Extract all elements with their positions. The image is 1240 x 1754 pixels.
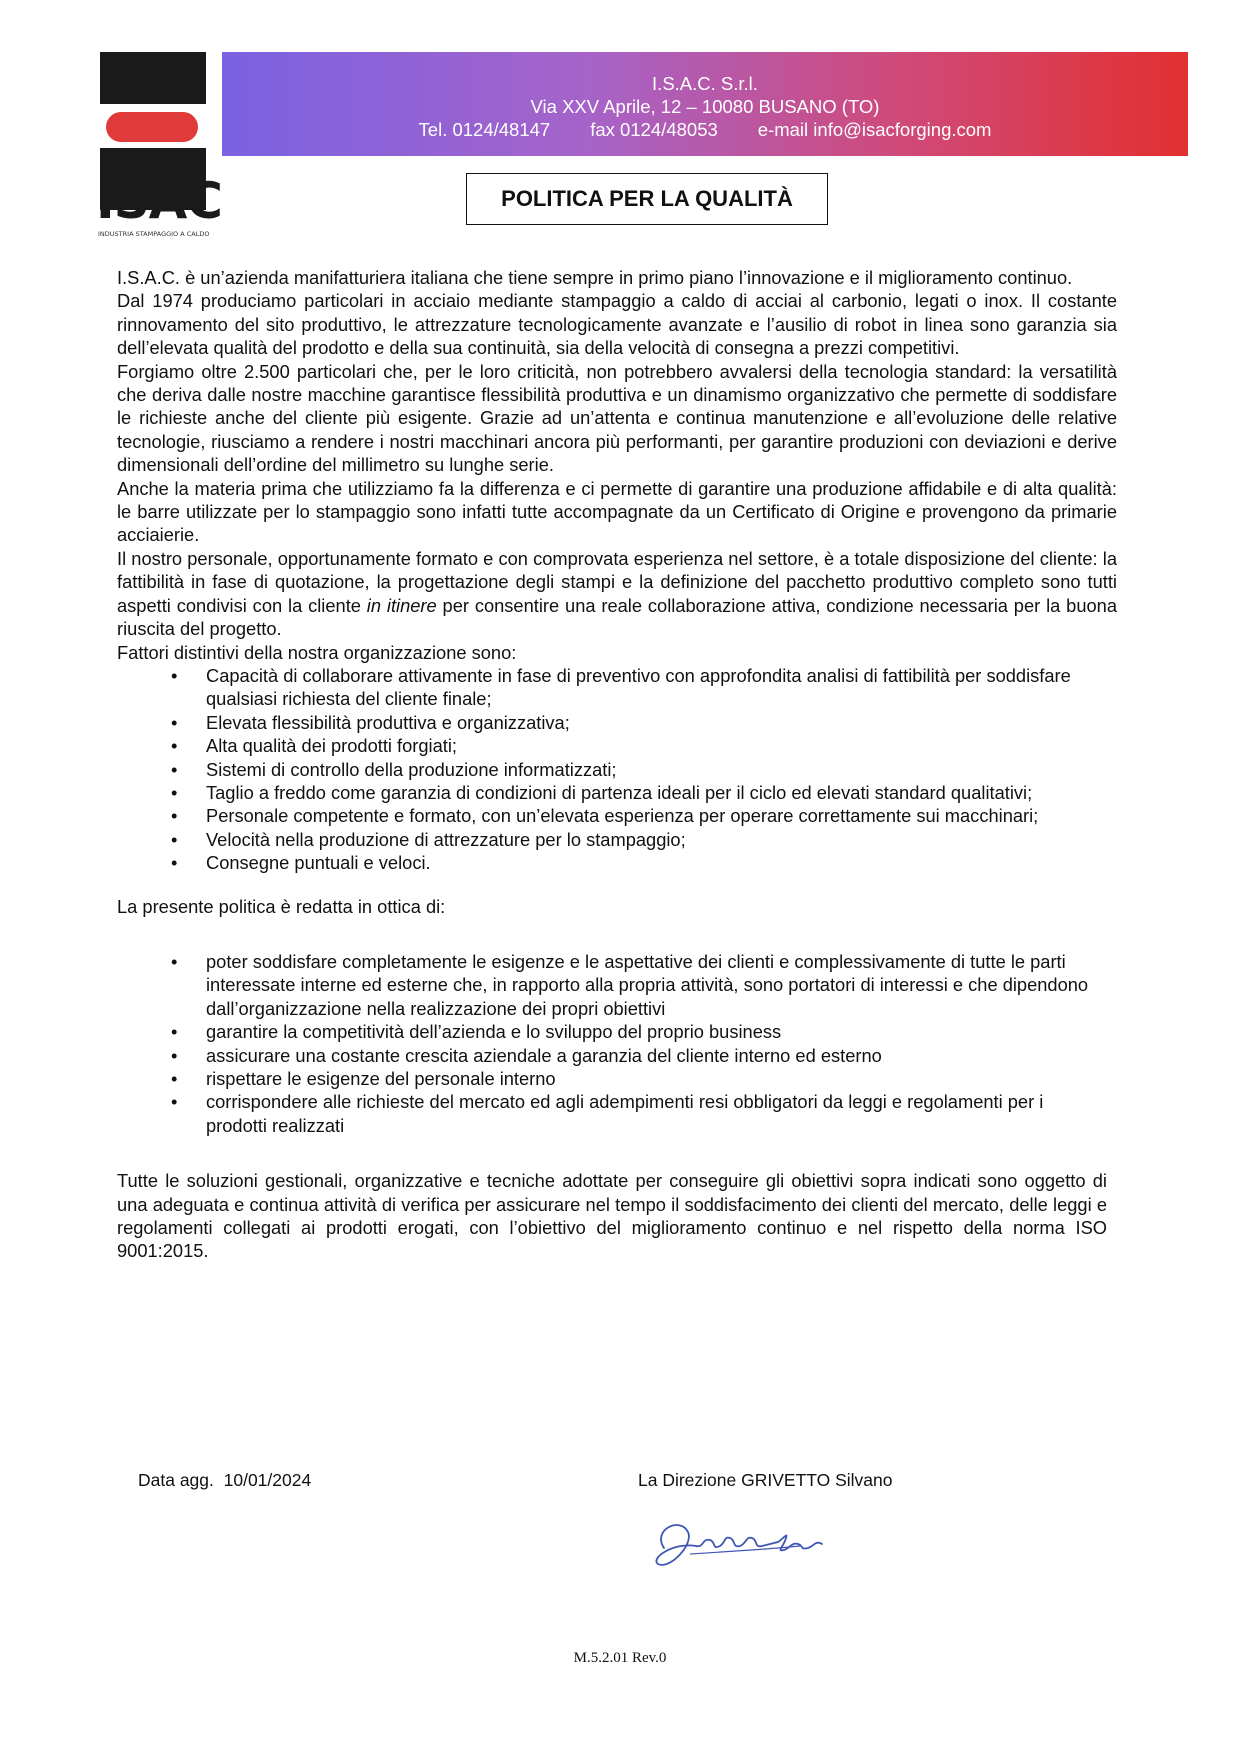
signatory: La Direzione GRIVETTO Silvano	[638, 1470, 893, 1490]
paragraph-history: Dal 1974 produciamo particolari in acciaio mediante stampaggio a caldo di acciai al carbonio, legati o inox. Il costante rinnovamento del sito produttivo, le attrezzature tecnologicamente avanzate e l’ausilio di robot in linea sono garanzia sia dell’elevata qualità del prodotto e della sua continuità, sia della velocità di consegna a prezzi competitivi.	[117, 290, 1117, 359]
policy-goals-list	[117, 950, 1117, 1137]
list-item: • rispettare le esigenze del personale interno	[117, 1067, 1117, 1090]
letterhead-band	[222, 52, 1188, 156]
staff-text: Il nostro personale, opportunamente formato e con comprovata esperienza nel settore, è a totale disposizione del cliente: la fattibilità in fase di quotazione, la progettazione degli stampi e la definizione del pacchetto produttivo completo sono tutti aspetti condivisi con la cliente	[117, 547, 1117, 616]
list-item: • Velocità nella produzione di attrezzature per lo stampaggio;	[117, 828, 1117, 851]
list-item: • Sistemi di controllo della produzione informatizzati;	[117, 758, 1117, 781]
list-item: • poter soddisfare completamente le esigenze e le aspettative dei clienti e complessivamente di tutte le parti interessate interne ed esterne che, in rapporto alla propria attività, sono portatori di interessi e che dipendono dall’organizzazione nella realizzazione dei propri obiettivi	[117, 950, 1117, 1020]
list-item: • Consegne puntuali e veloci.	[117, 851, 1117, 874]
fax: fax 0124/48053	[590, 119, 718, 140]
staff-text-end: per consentire una reale collaborazione attiva, condizione necessaria per la buona riuscita del progetto.	[117, 594, 1117, 640]
logo-tagline: INDUSTRIA STAMPAGGIO A CALDO	[98, 230, 210, 238]
document-reference: M.5.2.01 Rev.0	[573, 1650, 667, 1666]
list-item: • Elevata flessibilità produttiva e organizzativa;	[117, 711, 1117, 734]
paragraph-intro: I.S.A.C. è un’azienda manifatturiera italiana che tiene sempre in primo piano l’innovazione e il miglioramento continuo.	[117, 267, 1073, 288]
date-label: Data agg.	[138, 1470, 214, 1490]
company-address: Via XXV Aprile, 12 – 10080 BUSANO (TO)	[530, 96, 880, 117]
company-name: I.S.A.C. S.r.l.	[652, 73, 758, 94]
paragraph-production: Forgiamo oltre 2.500 particolari che, per le loro criticità, non potrebbero avvalersi della tecnologia standard: la versatilità che deriva dalle nostre macchine garantisce flessibilità produttiva e un dinamismo organizzativo che permette di soddisfare le richieste anche del cliente più esigente. Grazie ad un’attenta e continua manutenzione e all’evoluzione delle relative tecnologie, riusciamo a rendere i nostri macchinari ancora più performanti, per garantire produzioni con deviazioni e derive dimensionali dell’ordine del millimetro su lunghe serie.	[117, 360, 1117, 476]
conclusion-paragraph: Tutte le soluzioni gestionali, organizzative e tecniche adottate per conseguire gli obiettivi sopra indicati sono oggetto di una adeguata e continua attività di verifica per assicurare nel tempo il soddisfacimento dei clienti del mercato, delle leggi e regolamenti collegati ai prodotti erogati, con l’obiettivo del miglioramento continuo e nel rispetto della norma ISO 9001:2015.	[117, 1170, 1107, 1262]
factors-list	[117, 664, 1117, 875]
staff-italic: in itinere	[366, 594, 437, 616]
list-item: • assicurare una costante crescita aziendale a garanzia del cliente interno ed esterno	[117, 1044, 1117, 1067]
contact-line	[222, 118, 1188, 141]
logo-red-pill	[106, 112, 198, 142]
policy-intro: La presente politica è redatta in ottica di:	[117, 895, 446, 917]
logo-wordmark: ISAC	[96, 172, 223, 230]
update-date	[138, 1470, 311, 1491]
document-body	[117, 266, 1117, 1263]
list-item: • Capacità di collaborare attivamente in fase di preventivo con approfondita analisi di fattibilità per soddisfare qualsiasi richiesta del cliente finale;	[117, 664, 1117, 711]
list-item: • Personale competente e formato, con un’elevata esperienza per operare correttamente sui macchinari;	[117, 804, 1117, 827]
factors-intro: Fattori distintivi della nostra organizzazione sono:	[117, 641, 517, 663]
list-item: • garantire la competitività dell’azienda e lo sviluppo del proprio business	[117, 1020, 1117, 1043]
logo-top-bar	[100, 52, 206, 104]
date-value: 10/01/2024	[223, 1470, 312, 1490]
list-item: • Alta qualità dei prodotti forgiati;	[117, 734, 1117, 757]
email: e-mail info@isacforging.com	[757, 119, 992, 140]
page-title: POLITICA PER LA QUALITÀ	[466, 173, 828, 225]
telephone: Tel. 0124/48147	[418, 119, 551, 140]
paragraph-raw-material: Anche la materia prima che utilizziamo fa la differenza e ci permette di garantire una produzione affidabile e di alta qualità: le barre utilizzate per lo stampaggio sono infatti tutte accompagnate da un Certificato di Origine e provengono da primarie acciaierie.	[117, 477, 1117, 546]
list-item: • Taglio a freddo come garanzia di condizioni di partenza ideali per il ciclo ed elevati standard qualitativi;	[117, 781, 1117, 804]
paragraph-staff	[117, 547, 1117, 641]
handwritten-signature	[650, 1508, 850, 1578]
list-item: • corrispondere alle richieste del mercato ed agli adempimenti resi obbligatori da leggi e regolamenti per i prodotti realizzati	[117, 1090, 1117, 1137]
